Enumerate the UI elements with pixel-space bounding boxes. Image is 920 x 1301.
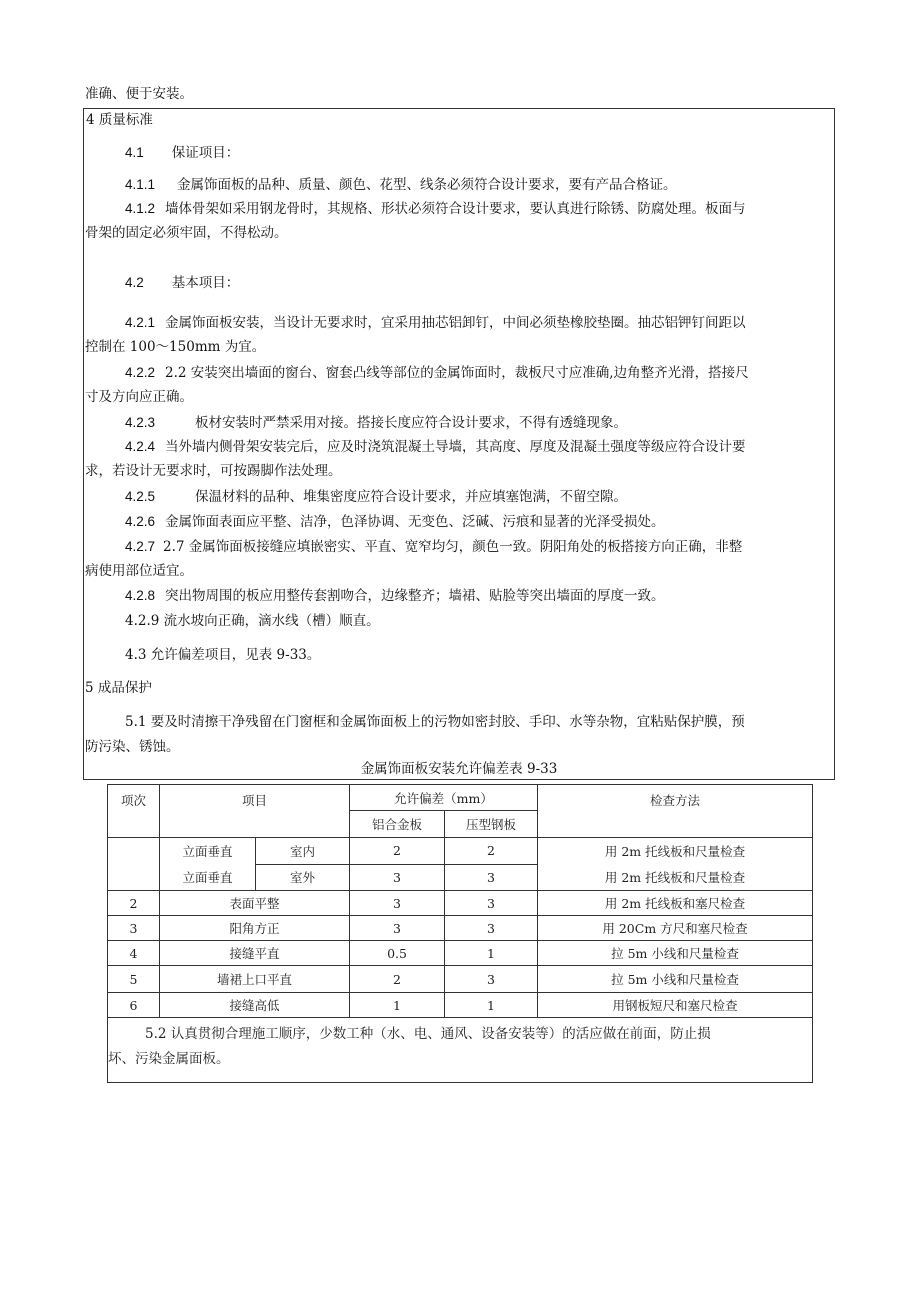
cell-method: 拉 5m 小线和尺量检查 <box>538 966 813 993</box>
cell-item: 阳角方正 <box>160 916 350 941</box>
header-steel: 压型钢板 <box>445 811 538 838</box>
cell-index: 5 <box>108 966 160 993</box>
item-text: 金属饰面板的品种、质量、颜色、花型、线条必须符合设计要求，要有产品合格证。 <box>177 177 677 193</box>
cell-aluminum: 3 <box>350 916 445 941</box>
cell-item: 立面垂直 <box>160 864 256 891</box>
item-4-1-2 <box>125 196 746 222</box>
section-4-heading: 4 质量标准 <box>86 112 153 128</box>
table-row <box>108 993 813 1018</box>
cell-item: 接缝高低 <box>160 993 350 1018</box>
item-4-1-1 <box>125 172 677 198</box>
item-number: 4.2.4 <box>125 439 156 454</box>
header-method: 检查方法 <box>538 785 813 838</box>
cell-index: 4 <box>108 941 160 966</box>
tolerance-table <box>107 784 813 1083</box>
cell-steel: 3 <box>445 916 538 941</box>
cell-index: 2 <box>108 891 160 916</box>
cell-index: 6 <box>108 993 160 1018</box>
cell-aluminum: 0.5 <box>350 941 445 966</box>
item-text: 墙体骨架如采用钢龙骨时，其规格、形状必须符合设计要求，要认真进行除锈、防腐处理。板面与 <box>165 201 746 217</box>
cell-method: 用钢板短尺和塞尺检查 <box>538 993 813 1018</box>
item-4-2-7 <box>125 534 742 560</box>
cell-item: 表面平整 <box>160 891 350 916</box>
header-aluminum: 铝合金板 <box>350 811 445 838</box>
item-number: 4.1.1 <box>125 177 156 192</box>
item-text: 金属饰面板安装，当设计无要求时，宜采用抽芯铝卸钉，中间必须垫橡胶垫圈。抽芯铝钾钉间距以 <box>165 315 746 331</box>
item-text: 2.7 金属饰面板接缝应填嵌密实、平直、宽窄均匀，颜色一致。阴阳角处的板搭接方向正确，非整 <box>163 539 743 555</box>
item-text: 2.2 安装突出墙面的窗台、窗套凸线等部位的金属饰面时，裁板尺寸应准确,边角整齐光滑，搭接尺 <box>165 365 749 381</box>
item-5-1-cont: 防污染、锈蚀。 <box>85 739 180 755</box>
item-4-1 <box>125 140 239 166</box>
item-4-3: 4.3 允许偏差项目，见表 9-33。 <box>125 647 321 663</box>
item-number: 4.2.8 <box>125 588 156 603</box>
cell-index: 3 <box>108 916 160 941</box>
item-5-2-text: 5.2 认真贯彻合理施工顺序，少数工种（水、电、通风、设备安装等）的活应做在前面，防止损 <box>145 1026 711 1042</box>
cell-index <box>108 838 160 891</box>
item-4-2-5 <box>125 484 627 510</box>
table-row <box>108 941 813 966</box>
item-text: 板材安装时严禁采用对接。搭接长度应符合设计要求，不得有透缝现象。 <box>195 415 628 431</box>
item-number: 4.2 <box>125 275 144 290</box>
item-5-2 <box>108 1018 813 1083</box>
cell-method: 用 20Cm 方尺和塞尺检查 <box>538 916 813 941</box>
cell-sub: 室外 <box>256 864 350 891</box>
cell-steel: 2 <box>445 838 538 865</box>
table-caption: 金属饰面板安装允许偏差表 9-33 <box>360 761 558 777</box>
item-4-2-8 <box>125 583 665 609</box>
item-number: 4.2.6 <box>125 514 156 529</box>
cell-item: 墙裙上口平直 <box>160 966 350 993</box>
item-4-2-4 <box>125 434 746 460</box>
item-4-2-4-cont: 求，若设计无要求时，可按踢脚作法处理。 <box>85 463 342 479</box>
item-number: 4.2.1 <box>125 315 156 330</box>
table-note-row <box>108 1018 813 1083</box>
item-number: 4.2.5 <box>125 489 156 504</box>
table-row <box>108 864 813 891</box>
item-text: 突出物周围的板应用整传套割吻合，边缘整齐；墙裙、贴脸等突出墙面的厚度一致。 <box>165 588 665 604</box>
header-tolerance: 允许偏差（mm） <box>350 785 538 811</box>
intro-line: 准确、便于安装。 <box>85 86 193 102</box>
item-number: 4.2.2 <box>125 365 156 380</box>
cell-method: 用 2m 托线板和尺量检查 <box>538 864 813 891</box>
item-5-2-cont: 坏、污染金属面板。 <box>108 1051 230 1067</box>
item-4-1-2-cont: 骨架的固定必须牢固，不得松动。 <box>85 225 288 241</box>
item-4-2-7-cont: 病使用部位适宜。 <box>85 563 193 579</box>
item-4-2-1-cont: 控制在 100～150mm 为宜。 <box>85 339 266 355</box>
item-text: 保温材料的品种、堆集密度应符合设计要求，并应填塞饱满，不留空隙。 <box>195 489 628 505</box>
item-text: 金属饰面表面应平整、洁净，色泽协调、无变色、泛碱、污痕和显著的光泽受损处。 <box>165 514 665 530</box>
item-label: 基本项目： <box>171 275 240 291</box>
cell-aluminum: 1 <box>350 993 445 1018</box>
cell-steel: 3 <box>445 966 538 993</box>
cell-aluminum: 2 <box>350 838 445 865</box>
header-index: 项次 <box>108 785 160 838</box>
header-item: 项目 <box>160 785 350 838</box>
table-header-row <box>108 785 813 811</box>
cell-aluminum: 2 <box>350 966 445 993</box>
item-4-2-3 <box>125 410 627 436</box>
item-4-2-2-cont: 寸及方向应正确。 <box>85 389 193 405</box>
table-row <box>108 916 813 941</box>
item-4-2-1 <box>125 310 746 336</box>
item-5-1: 5.1 要及时清擦干净残留在门窗框和金属饰面板上的污物如密封胶、手印、水等杂物，宜粘贴保护膜，预 <box>125 714 745 730</box>
cell-method: 用 2m 托线板和塞尺检查 <box>538 891 813 916</box>
item-number: 4.2.3 <box>125 415 156 430</box>
item-text: 当外墙内侧骨架安装完后，应及时浇筑混凝土导墙，其高度、厚度及混凝土强度等级应符合设计要 <box>165 439 746 455</box>
item-label: 保证项目： <box>171 145 240 161</box>
item-number: 4.2.7 <box>125 539 156 554</box>
cell-aluminum: 3 <box>350 864 445 891</box>
item-4-2-9: 4.2.9 流水坡向正确，滴水线（槽）顺直。 <box>125 613 380 629</box>
section-5-heading: 5 成品保护 <box>85 680 152 696</box>
cell-item: 接缝平直 <box>160 941 350 966</box>
table-row <box>108 891 813 916</box>
item-4-2 <box>125 270 239 296</box>
table-row <box>108 966 813 993</box>
cell-steel: 1 <box>445 993 538 1018</box>
item-number: 4.1.2 <box>125 201 156 216</box>
cell-method: 用 2m 托线板和尺量检查 <box>538 838 813 865</box>
table-row <box>108 838 813 865</box>
cell-item: 立面垂直 <box>160 838 256 865</box>
cell-method: 拉 5m 小线和尺量检查 <box>538 941 813 966</box>
cell-steel: 3 <box>445 891 538 916</box>
cell-steel: 1 <box>445 941 538 966</box>
item-4-2-2 <box>125 360 749 386</box>
cell-sub: 室内 <box>256 838 350 865</box>
cell-aluminum: 3 <box>350 891 445 916</box>
cell-steel: 3 <box>445 864 538 891</box>
item-4-2-6 <box>125 509 665 535</box>
item-number: 4.1 <box>125 145 144 160</box>
